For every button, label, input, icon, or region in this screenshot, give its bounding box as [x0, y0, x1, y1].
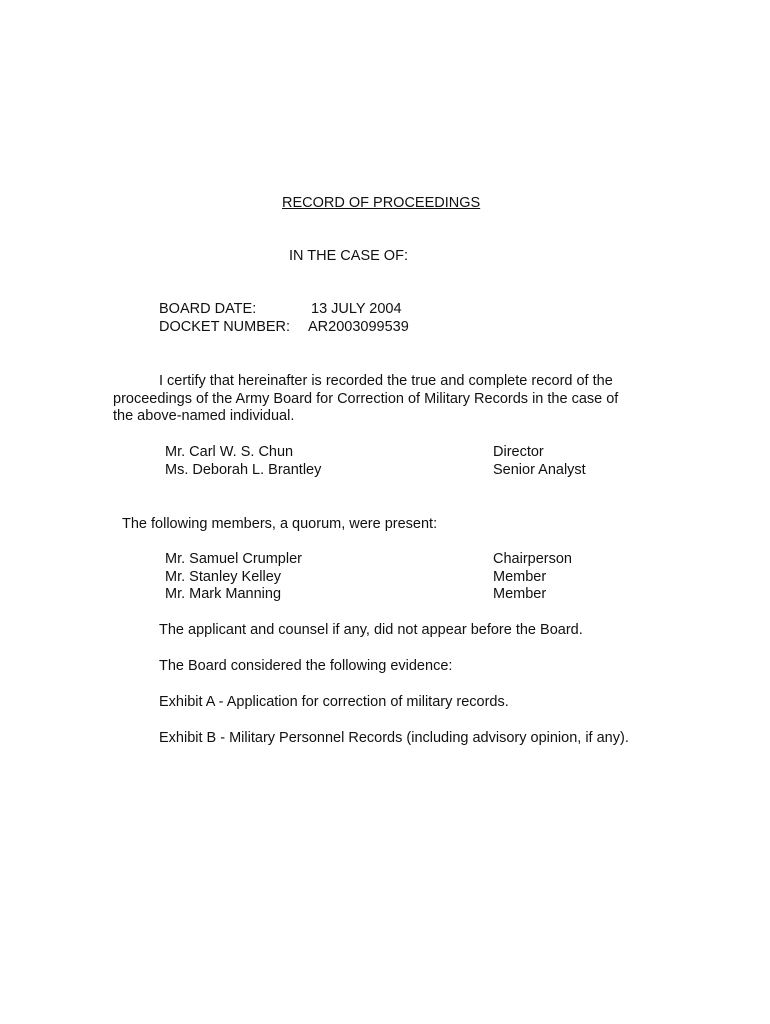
docket-number-label: DOCKET NUMBER: — [159, 319, 291, 335]
staff-name: Ms. Deborah L. Brantley — [165, 462, 322, 478]
evidence-intro: The Board considered the following evidence: — [159, 658, 453, 674]
member-role: Chairperson — [493, 551, 572, 567]
staff-name: Mr. Carl W. S. Chun — [165, 444, 294, 460]
member-name: Mr. Samuel Crumpler — [165, 551, 302, 567]
certification-line-3: the above-named individual. — [113, 408, 295, 424]
exhibit-a: Exhibit A - Application for correction of military records. — [159, 694, 509, 710]
member-role: Member — [493, 586, 547, 602]
case-heading: IN THE CASE OF: — [289, 248, 408, 264]
exhibit-b: Exhibit B - Military Personnel Records (including advisory opinion, if any). — [159, 730, 629, 746]
staff-role: Director — [493, 444, 544, 460]
docket-number-value: AR2003099539 — [308, 319, 409, 335]
member-name: Mr. Mark Manning — [165, 586, 282, 602]
certification-line-2: proceedings of the Army Board for Correction of Military Records in the case of — [113, 391, 619, 407]
member-role: Member — [493, 569, 547, 585]
quorum-intro: The following members, a quorum, were present: — [122, 516, 438, 532]
page-title: RECORD OF PROCEEDINGS — [282, 195, 481, 211]
certification-line-1: I certify that hereinafter is recorded the true and complete record of the — [159, 373, 613, 389]
board-date-value: 13 JULY 2004 — [311, 301, 402, 317]
staff-role: Senior Analyst — [493, 462, 586, 478]
member-name: Mr. Stanley Kelley — [165, 569, 282, 585]
board-date-label: BOARD DATE: — [159, 301, 257, 317]
appearance-statement: The applicant and counsel if any, did not appear before the Board. — [159, 622, 583, 638]
